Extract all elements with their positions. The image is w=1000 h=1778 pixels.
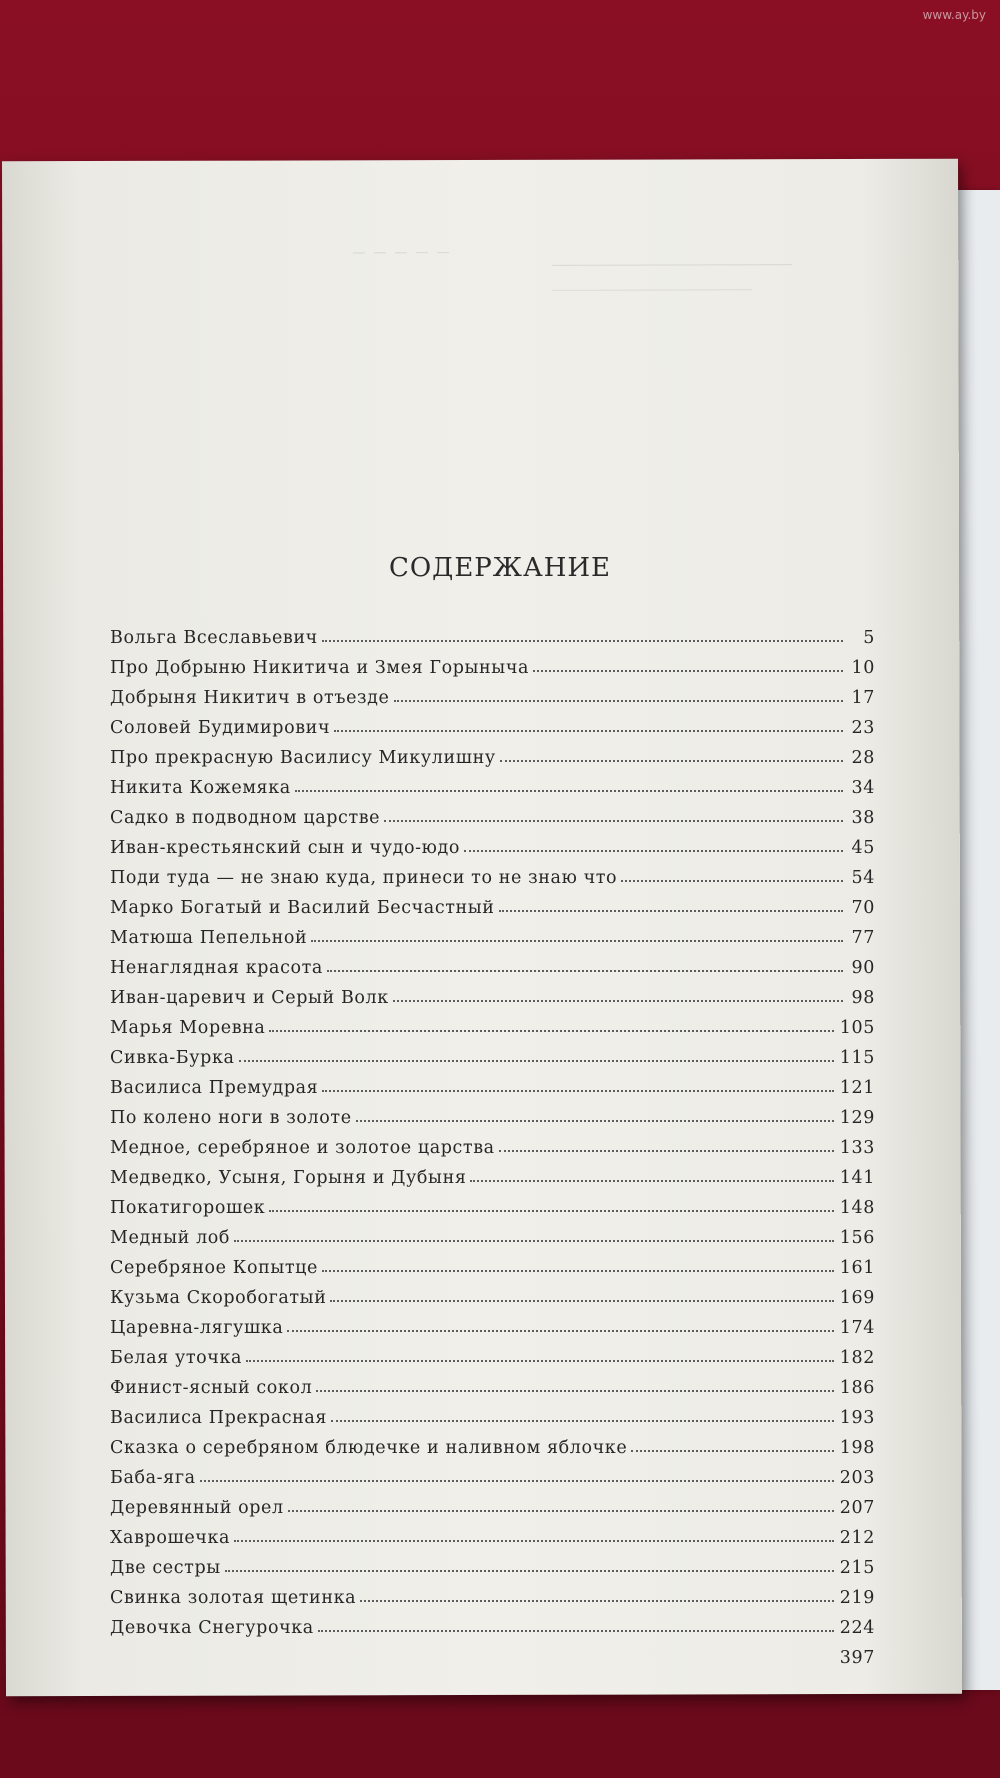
toc-entry-page-number: 148 [839,1198,875,1218]
toc-entry-page-number: 34 [851,778,875,798]
toc-leader-dots [114,1661,834,1662]
toc-leader-dots [470,1179,833,1182]
toc-entry [110,918,875,948]
toc-entry-page-number: 156 [839,1228,875,1248]
toc-entry-page-number: 397 [839,1648,875,1668]
toc-entry-page-number: 203 [839,1468,875,1488]
toc-entry-page-number: 141 [839,1168,875,1188]
toc-entry-title: Две сестры [110,1558,221,1578]
toc-entry-page-number: 129 [839,1108,875,1128]
toc-entry-title: Девочка Снегурочка [110,1618,314,1638]
toc-entry [110,1428,875,1458]
toc-leader-dots [464,849,843,852]
toc-leader-dots [327,969,843,972]
toc-entry-title: Царевна-лягушка [110,1318,284,1338]
toc-entry-page-number: 38 [851,808,875,828]
toc-entry [110,1098,875,1128]
toc-entry-page-number: 121 [839,1078,875,1098]
toc-entry-title: Покатигорошек [110,1198,266,1218]
toc-entry [110,1398,875,1428]
toc-leader-dots [322,639,843,642]
toc-leader-dots [288,1509,834,1512]
toc-entry [110,1308,875,1338]
toc-leader-dots [334,729,843,732]
toc-leader-dots [533,669,843,672]
toc-entry [110,708,875,738]
toc-entry [110,888,875,918]
toc-entry-title: Ненаглядная красота [110,958,323,978]
toc-leader-dots [499,1149,834,1152]
toc-entry [110,798,875,828]
toc-entry-title: Финист-ясный сокол [110,1378,313,1398]
toc-entry-title: Марко Богатый и Василий Бесчастный [110,898,495,918]
toc-leader-dots [269,1029,833,1032]
toc-entry-page-number: 54 [851,868,875,888]
toc-entry [110,738,875,768]
toc-entry-title: Свинка золотая щетинка [110,1588,357,1608]
toc-entry-title: Соловей Будимирович [110,718,331,738]
toc-leader-dots [621,879,843,882]
toc-entry-page-number: 28 [851,748,875,768]
toc-leader-dots [500,759,843,762]
toc-entry-page-number: 169 [839,1288,875,1308]
toc-entry-page-number: 105 [839,1018,875,1038]
toc-leader-dots [295,789,843,792]
toc-entry [110,1368,875,1398]
toc-leader-dots [356,1119,834,1122]
toc-entry [110,1158,875,1188]
toc-entry [110,1278,875,1308]
toc-entry [110,1518,875,1548]
toc-entry-page-number: 215 [839,1558,875,1578]
toc-entry [110,948,875,978]
toc-leader-dots [330,1299,833,1302]
toc-entry-title: Хаврошечка [110,1528,231,1548]
toc-entry-page-number: 224 [839,1618,875,1638]
toc-entry-title: Баба-яга [110,1468,196,1488]
toc-entry-title: Медный лоб [110,1228,231,1248]
toc-entry [110,768,875,798]
toc-leader-dots [318,1629,834,1632]
toc-leader-dots [322,1269,834,1272]
toc-entry-page-number: 98 [851,988,875,1008]
toc-leader-dots [239,1059,834,1062]
toc-leader-dots [499,909,843,912]
toc-entry [110,1638,875,1668]
toc-entry-title: Марья Моревна [110,1018,266,1038]
toc-entry-title: Белая уточка [110,1348,243,1368]
toc-entry-page-number: 186 [839,1378,875,1398]
toc-entry [110,1458,875,1488]
toc-entry [110,1008,875,1038]
toc-entry [110,1218,875,1248]
toc-entry [110,1338,875,1368]
toc-entry-page-number: 198 [839,1438,875,1458]
toc-entry [110,1038,875,1068]
toc-entry [110,1548,875,1578]
toc-entry-title: Василиса Премудрая [110,1078,319,1098]
toc-entry-title: Иван-царевич и Серый Волк [110,988,389,1008]
toc-entry-page-number: 219 [839,1588,875,1608]
toc-entry-title: Поди туда — не знаю куда, принеси то не знаю что [110,868,618,888]
bleed-through-text: — — — — — [352,245,452,261]
toc-entry-page-number: 207 [839,1498,875,1518]
toc-entry [110,1188,875,1218]
toc-entry-title: Добрыня Никитич в отъезде [110,688,390,708]
toc-leader-dots [311,939,843,942]
toc-entry-page-number: 115 [839,1048,875,1068]
bleed-through-text [552,289,752,299]
toc-entry [110,1068,875,1098]
toc-entry-page-number: 193 [839,1408,875,1428]
toc-entry-page-number: 10 [851,658,875,678]
toc-entry-page-number: 182 [839,1348,875,1368]
toc-entry [110,1248,875,1278]
toc-entry-title: Деревянный орел [110,1498,284,1518]
bleed-through-text [552,264,792,274]
toc-entry [110,648,875,678]
toc-entry-title: Сивка-Бурка [110,1048,235,1068]
toc-entry [110,1128,875,1158]
toc-entry-title: По колено ноги в золоте [110,1108,352,1128]
toc-entry [110,618,875,648]
toc-entry-page-number: 161 [839,1258,875,1278]
toc-leader-dots [393,999,843,1002]
toc-entry-title: Про прекрасную Василису Микулишну [110,748,496,768]
toc-entry [110,828,875,858]
toc-leader-dots [631,1449,834,1452]
toc-entry-page-number: 70 [851,898,875,918]
table-of-contents [110,618,875,1668]
toc-entry-title: Медное, серебряное и золотое царства [110,1138,495,1158]
toc-entry-title: Иван-крестьянский сын и чудо-юдо [110,838,460,858]
toc-entry-title: Вольга Всеславьевич [110,628,318,648]
toc-leader-dots [246,1359,834,1362]
toc-entry-title: Кузьма Скоробогатый [110,1288,327,1308]
toc-leader-dots [322,1089,833,1092]
toc-entry-page-number: 90 [851,958,875,978]
toc-entry-page-number: 212 [839,1528,875,1548]
toc-entry-page-number: 23 [851,718,875,738]
toc-entry [110,1578,875,1608]
toc-entry-title: Никита Кожемяка [110,778,291,798]
toc-entry-title: Про Добрыню Никитича и Змея Горыныча [110,658,530,678]
toc-entry-page-number: 174 [839,1318,875,1338]
toc-entry [110,1488,875,1518]
toc-entry-title: Садко в подводном царстве [110,808,381,828]
toc-leader-dots [287,1329,833,1332]
toc-entry-page-number: 5 [863,628,875,648]
toc-entry [110,678,875,708]
toc-leader-dots [225,1569,834,1572]
toc-leader-dots [269,1209,833,1212]
toc-leader-dots [394,699,844,702]
toc-leader-dots [234,1539,834,1542]
toc-entry-page-number: 45 [851,838,875,858]
toc-entry-page-number: 17 [851,688,875,708]
toc-entry-title: Сказка о серебряном блюдечке и наливном яблочке [110,1438,628,1458]
toc-entry-title: Медведко, Усыня, Горыня и Дубыня [110,1168,467,1188]
toc-leader-dots [360,1599,834,1602]
toc-leader-dots [316,1389,833,1392]
toc-entry [110,1608,875,1638]
toc-leader-dots [331,1419,834,1422]
toc-entry-page-number: 133 [839,1138,875,1158]
toc-entry-title: Серебряное Копытце [110,1258,318,1278]
toc-entry-page-number: 77 [851,928,875,948]
toc-entry-title: Матюша Пепельной [110,928,308,948]
page-title: СОДЕРЖАНИЕ [388,553,612,583]
toc-entry-title: Василиса Прекрасная [110,1408,328,1428]
toc-leader-dots [384,819,843,822]
watermark: www.ay.by [922,8,986,22]
toc-entry [110,978,875,1008]
toc-leader-dots [234,1239,834,1242]
toc-leader-dots [200,1479,834,1482]
toc-entry [110,858,875,888]
